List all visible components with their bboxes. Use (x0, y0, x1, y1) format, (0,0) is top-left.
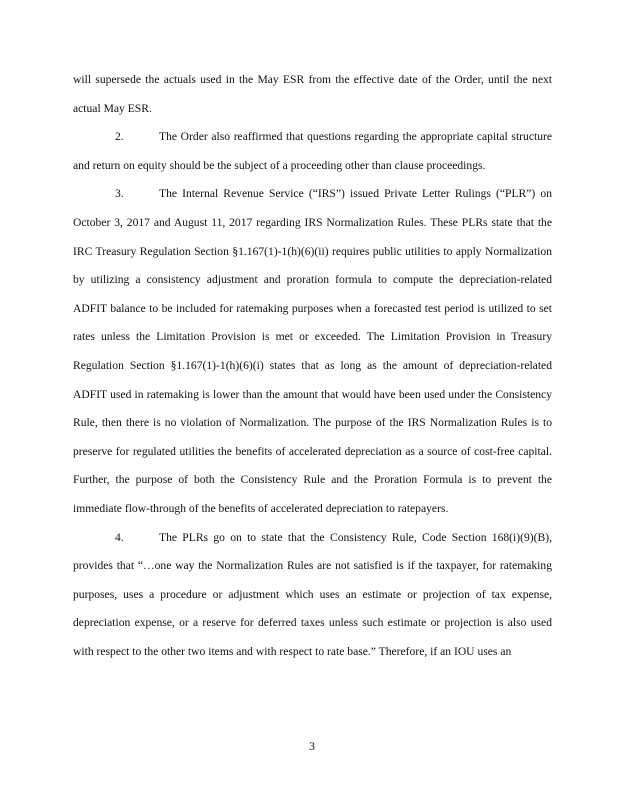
paragraph-number: 2. (115, 130, 124, 144)
paragraph-number: 4. (115, 530, 124, 544)
page-number: 3 (309, 740, 315, 753)
paragraph-4 (73, 524, 552, 667)
paragraph-2 (73, 123, 552, 180)
paragraph-3 (73, 180, 552, 523)
paragraph-number: 3. (115, 187, 124, 201)
paragraph-text: The Order also reaffirmed that questions regarding the appropriate capital structure and return on equity should be the subject of a proceeding other than clause proceedings. (73, 130, 552, 172)
paragraph-text: The Internal Revenue Service (“IRS”) issued Private Letter Rulings (“PLR”) on October 3, 2017 and August 11, 2017 regarding IRS Normalization Rules. These PLRs state that the IRC Treasury Regulation Section §1.167(1)-1(h)(6)(ii) requires public utilities to apply Normalization by utilizing a consistency adjustment and proration formula to compute the depreciation-related ADFIT balance to be included for ratemaking purposes when a forecasted test period is utilized to set rates unless the Limitation Provision is met or exceeded. The Limitation Provision in Treasury Regulation Section §1.167(1)-1(h)(6)(i) states that as long as the amount of depreciation-related ADFIT used in ratemaking is lower than the amount that would have been used under the Consistency Rule, then there is no violation of Normalization. The purpose of the IRS Normalization Rules is to preserve for regulated utilities the benefits of accelerated depreciation as a source of cost-free capital. Further, the purpose of both the Consistency Rule and the Proration Formula is to prevent the immediate flow-through of the benefits of accelerated depreciation to ratepayers. (73, 187, 552, 515)
continuation-paragraph: will supersede the actuals used in the May ESR from the effective date of the Order, until the next actual May ESR. (73, 73, 552, 115)
paragraph-text: The PLRs go on to state that the Consistency Rule, Code Section 168(i)(9)(B), provides that “…one way the Normalization Rules are not satisfied is if the taxpayer, for ratemaking purposes, uses a procedure or adjustment which uses an estimate or projection of tax expense, depreciation expense, or a reserve for deferred taxes unless such estimate or projection is also used with respect to the other two items and with respect to rate base.” Therefore, if an IOU uses an (73, 530, 552, 658)
body-text (73, 66, 552, 666)
